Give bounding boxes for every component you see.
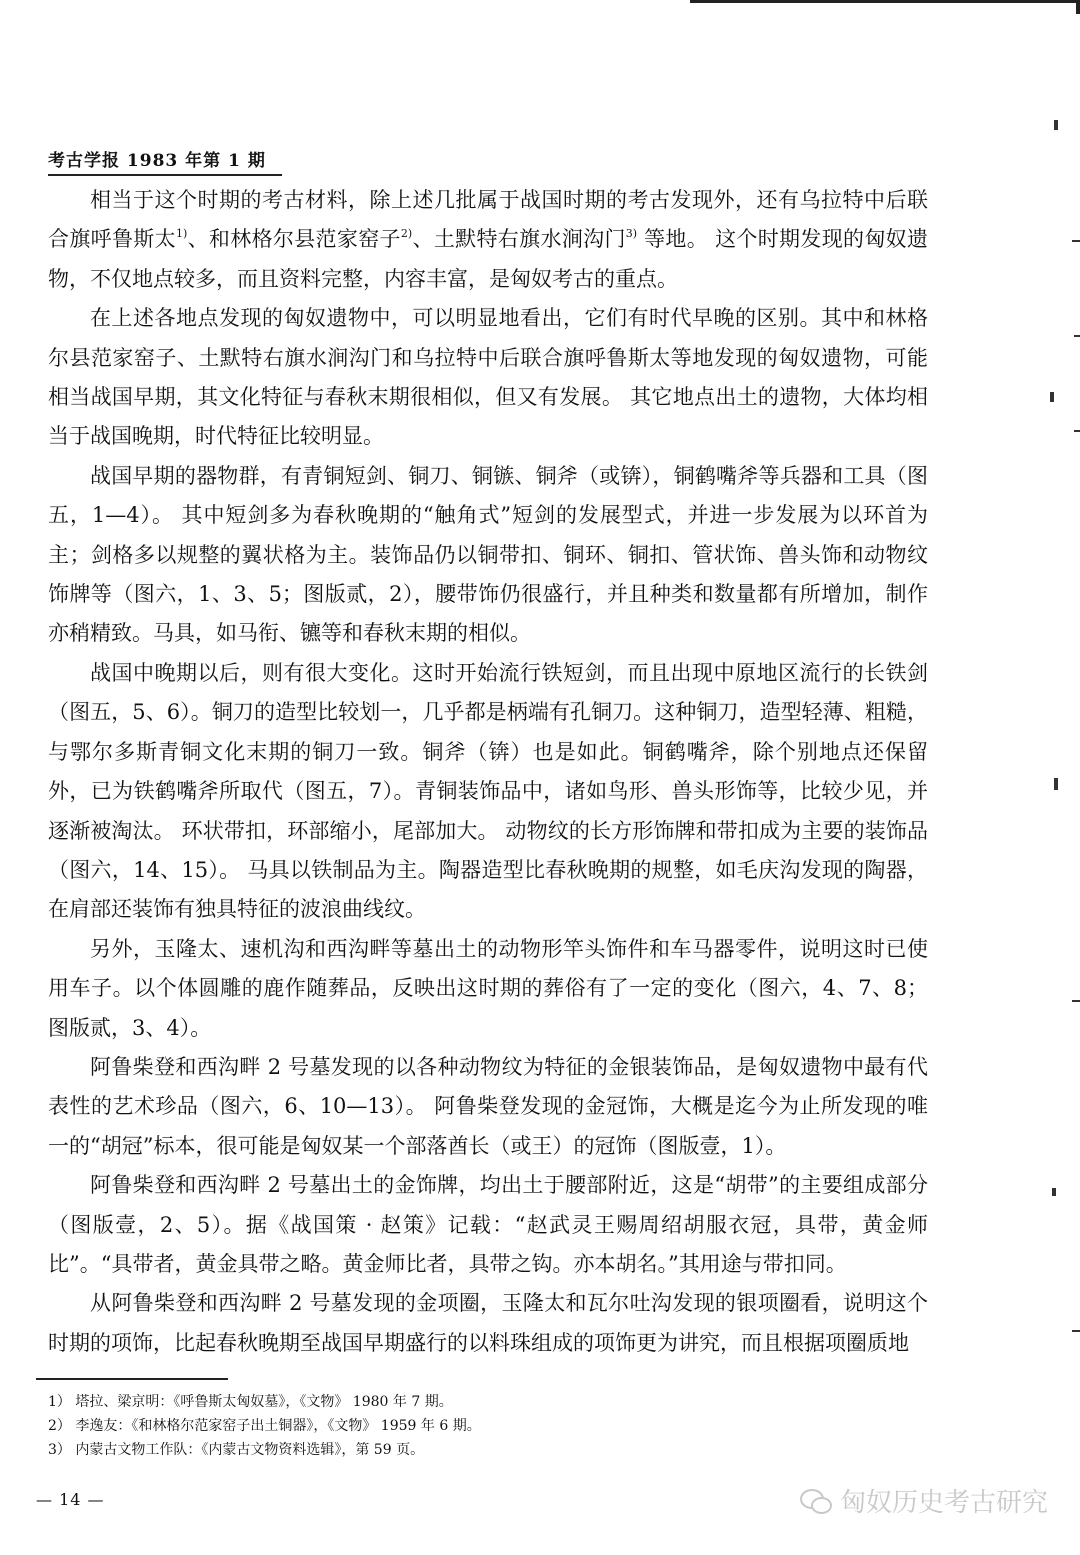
scan-speck (1052, 1188, 1056, 1196)
footnote-divider (36, 1378, 228, 1380)
paragraph: 战国早期的器物群，有青铜短剑、铜刀、铜镞、铜斧（或锛），铜鹤嘴斧等兵器和工具（图五，1—4）。 其中短剑多为春秋晚期的“触角式”短剑的发展型式，并进一步发展为以环首为主；剑格多以规整的翼状格为主。装饰品仍以铜带扣、铜环、铜扣、管状饰、兽头饰和动物纹饰牌等（图六，1、3、5；图版贰，2），腰带饰仍很盛行，并且种类和数量都有所增加，制作亦稍精致。马具，如马衔、镳等和春秋末期的相似。 (48, 463, 928, 646)
paragraph: 战国中晚期以后，则有很大变化。这时开始流行铁短剑，而且出现中原地区流行的长铁剑（图五，5、6）。铜刀的造型比较划一，几乎都是柄端有孔铜刀。这种铜刀，造型轻薄、粗糙，与鄂尔多斯青铜文化末期的铜刀一致。铜斧（锛）也是如此。铜鹤嘴斧，除个别地点还保留外，已为铁鹤嘴斧所取代（图五，7）。青铜装饰品中，诸如鸟形、兽头形饰等，比较少见，并逐渐被淘汰。 环状带扣，环部缩小，尾部加大。 动物纹的长方形饰牌和带扣成为主要的装饰品（图六，14、15）。 马具以铁制品为主。陶器造型比春秋晚期的规整，如毛庆沟发现的陶器，在肩部还装饰有独具特征的波浪曲线纹。 (48, 660, 928, 922)
scan-speck (1050, 392, 1054, 402)
footnotes (48, 1390, 748, 1462)
scan-edge-mark (1076, 0, 1080, 14)
footnote: 1） 塔拉、梁京明：《呼鲁斯太匈奴墓》，《文物》 1980 年 7 期。 (48, 1394, 453, 1410)
footnote-ref: 2) (400, 227, 413, 241)
scan-speck (1072, 1330, 1080, 1332)
wechat-icon (800, 1487, 832, 1515)
footnote: 2） 李逸友：《和林格尔范家窑子出土铜器》，《文物》 1959 年 6 期。 (48, 1418, 481, 1434)
scan-speck (1054, 120, 1058, 130)
scan-speck (1054, 778, 1058, 790)
scan-speck (1074, 335, 1080, 337)
paragraph: 阿鲁柴登和西沟畔 2 号墓发现的以各种动物纹为特征的金银装饰品，是匈奴遗物中最有代表性的艺术珍品（图六，6、10—13）。 阿鲁柴登发现的金冠饰，大概是迄今为止所发现的唯一的“胡冠”标本，很可能是匈奴某一个部落酋长（或王）的冠饰（图版壹，1）。 (48, 1054, 928, 1158)
paragraph: 相当于这个时期的考古材料，除上述几批属于战国时期的考古发现外，还有乌拉特中后联合旗呼鲁斯太$^{1)}$、和林格尔县范家窑子$^{2)}$、土默特右旗水涧沟门$^{3)}$ 等地。 这个时期发现的匈奴遗物，不仅地点较多，而且资料完整，内容丰富，是匈奴考古的重点。 (48, 188, 929, 291)
scan-edge-line (690, 0, 1080, 3)
scan-speck (1072, 240, 1080, 242)
journal-header: 考古学报 1983 年第 1 期 (48, 146, 282, 176)
footnote-ref: 3) (625, 227, 638, 241)
paragraph: 从阿鲁柴登和西沟畔 2 号墓发现的金项圈，玉隆太和瓦尔吐沟发现的银项圈看，说明这个时期的项饰，比起春秋晚期至战国早期盛行的以料珠组成的项饰更为讲究，而且根据项圈质地 (48, 1291, 928, 1355)
paragraph: 另外，玉隆太、速机沟和西沟畔等墓出土的动物形竿头饰件和车马器零件，说明这时已使用车子。以个体圆雕的鹿作随葬品，反映出这时期的葬俗有了一定的变化（图六，4、7、8； 图版贰，3、4）。 (48, 936, 928, 1040)
watermark (800, 1482, 1048, 1519)
scan-speck (1072, 1000, 1080, 1002)
paragraph: 在上述各地点发现的匈奴遗物中，可以明显地看出，它们有时代早晚的区别。其中和林格尔县范家窑子、土默特右旗水涧沟门和乌拉特中后联合旗呼鲁斯太等地发现的匈奴遗物，可能相当战国早期，其文化特征与春秋末期很相似，但又有发展。 其它地点出土的遗物，大体均相当于战国晚期，时代特征比较明显。 (48, 306, 928, 449)
watermark-text: 匈奴历史考古研究 (840, 1488, 1049, 1518)
paragraph: 阿鲁柴登和西沟畔 2 号墓出土的金饰牌，均出土于腰部附近，这是“胡带”的主要组成部分（图版壹，2、5）。据《战国策 · 赵策》记载：“赵武灵王赐周绍胡服衣冠，具带，黄金师比”。“具带者，黄金具带之略。黄金师比者，具带之钩。亦本胡名。”其用途与带扣同。 (48, 1173, 928, 1276)
page-number: — 14 — (36, 1490, 105, 1509)
article-body (48, 181, 928, 1363)
footnote: 3） 内蒙古文物工作队：《内蒙古文物资料选辑》，第 59 页。 (48, 1442, 425, 1458)
footnote-ref: 1) (175, 227, 188, 241)
scan-speck (1074, 430, 1080, 432)
